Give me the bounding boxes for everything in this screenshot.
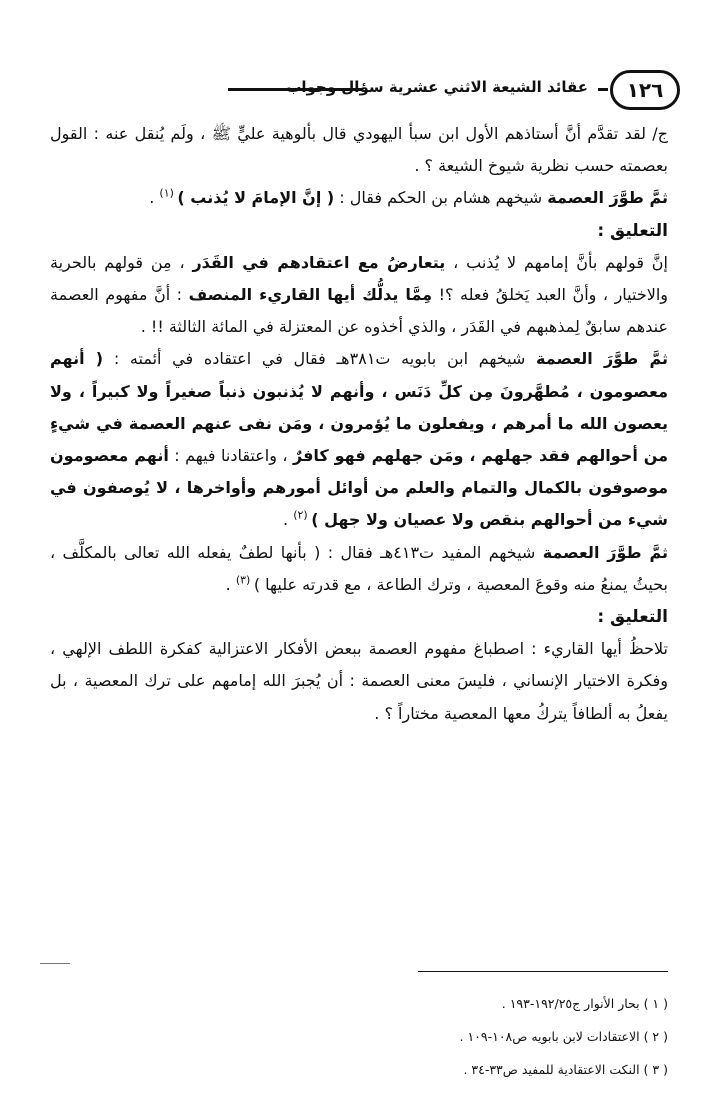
quote-text: ( أنهم معصومون ، مُطهَّرونَ مِن كلِّ دَنَس ، وأنهم لا يُذنبون ذنباً صغيراً ولا كبيراً ، ولا يعصون الله ما أمرهم ، ويفعلون ما يُؤمرون ، ومَن نفى عنهم العصمة في شيءٍ من أحوالهم فقد جهلهم ، ومَن جهلهم فهو كافرٌ bbox=[50, 349, 669, 466]
running-header bbox=[28, 70, 680, 114]
body-text: . bbox=[225, 574, 236, 594]
body-text: ، مِن قولهم بالحرية والاختيار ، وأنَّ العبد يَخلقُ فعله ؟! bbox=[50, 252, 669, 305]
body-text: شيخهم المفيد ت٤١٣هـ فقال : ( بأنها لطفٌ يفعله الله تعالى بالمكلَّف ، بحيثُ يمنعُ منه وقوعَ المعصية ، وترك الطاعة ، مع قدرته عليها ) bbox=[50, 542, 668, 594]
footnote-3: ( ٣ ) النكت الاعتقادية للمفيد ص٣٣-٣٤ . bbox=[463, 1062, 668, 1077]
footnote-separator bbox=[40, 963, 70, 964]
paragraph-1: ج/ لقد تقدَّم أنَّ أستاذهم الأول ابن سبأ اليهودي قال بألوهية عليٍّ ﷺ ، ولَم يُنقل عنه : القول بعصمته حسب نظرية شيوخ الشيعة ؟ . bbox=[50, 124, 668, 176]
paragraph-4 bbox=[50, 343, 668, 536]
quote-text: ( إنَّ الإمامَ لا يُذنب ) bbox=[177, 188, 335, 208]
paragraph-5 bbox=[50, 537, 668, 601]
section-heading: التعليق : bbox=[597, 220, 668, 241]
paragraph-2 bbox=[50, 182, 668, 214]
footnote-ref: (٢) bbox=[293, 509, 312, 523]
body-text: : أنَّ مفهوم العصمة عندهم سابقٌ لِمذهبهم في القَدَر ، والذي أخذوه عن المعتزلة في المائة الثالثة !! . bbox=[50, 285, 668, 337]
page-number-badge: ١٢٦ bbox=[610, 70, 680, 110]
footnote-ref: (٣) bbox=[235, 573, 254, 587]
body-text: شيخهم ابن بابويه ت٣٨١هـ فقال في اعتقاده في أئمته : bbox=[103, 349, 537, 369]
emphasis-text: مِمَّا يدلُّك أيها القاريء المنصف bbox=[188, 285, 433, 305]
footnote-ref: (١) bbox=[159, 187, 178, 201]
body-text: ، واعتقادنا فيهم : bbox=[168, 446, 293, 466]
paragraph-6: تلاحظُ أيها القاريء : اصطباغ مفهوم العصمة ببعض الأفكار الاعتزالية كفكرة اللطف الإلهي ، وفكرة الاختيار الإنساني ، فليسَ معنى العصمة : أن يُجبرَ الله إمامهم على ترك المعصية ، بل يفعلُ به ألطافاً يتركُ معها المعصية مختاراً ؟ . bbox=[50, 639, 668, 723]
body-text: إنَّ قولهم بأنَّ إمامهم لا يُذنب ، bbox=[445, 252, 669, 272]
paragraph-3 bbox=[50, 247, 668, 344]
footnote-separator bbox=[418, 971, 668, 972]
header-rule bbox=[598, 88, 608, 91]
quote-text: أنهم معصومون موصوفون بالكمال والتمام والعلم من أوائل أمورهم وأواخرها ، لا يُوصفون في شيء من أحوالهم بنقص ولا عصيان ولا جهل ) bbox=[50, 446, 668, 530]
emphasis-text: ثمَّ طوَّرَ العصمة bbox=[547, 188, 668, 208]
main-text bbox=[50, 118, 668, 730]
body-text: شيخهم هشام بن الحكم فقال : bbox=[334, 188, 548, 208]
header-rule bbox=[228, 88, 362, 91]
emphasis-text: ثمَّ طوَّرَ العصمة bbox=[542, 542, 669, 562]
emphasis-text: ثمَّ طوَّرَ العصمة bbox=[536, 349, 668, 369]
footnotes bbox=[50, 987, 668, 1086]
footnote-2: ( ٢ ) الاعتقادات لابن بابويه ص١٠٨-١٠٩ . bbox=[459, 1029, 668, 1044]
header-title: عقائد الشيعة الاثني عشرية سؤال وجواب bbox=[286, 78, 588, 96]
footnote-1: ( ١ ) بحار الأنوار ج١٩٢/٢٥-١٩٣ . bbox=[501, 996, 668, 1011]
body-text: . bbox=[149, 188, 160, 208]
section-heading: التعليق : bbox=[597, 607, 668, 628]
emphasis-text: يتعارضُ مع اعتقادهم في القَدَر bbox=[192, 252, 446, 272]
body-text: . bbox=[283, 510, 294, 530]
